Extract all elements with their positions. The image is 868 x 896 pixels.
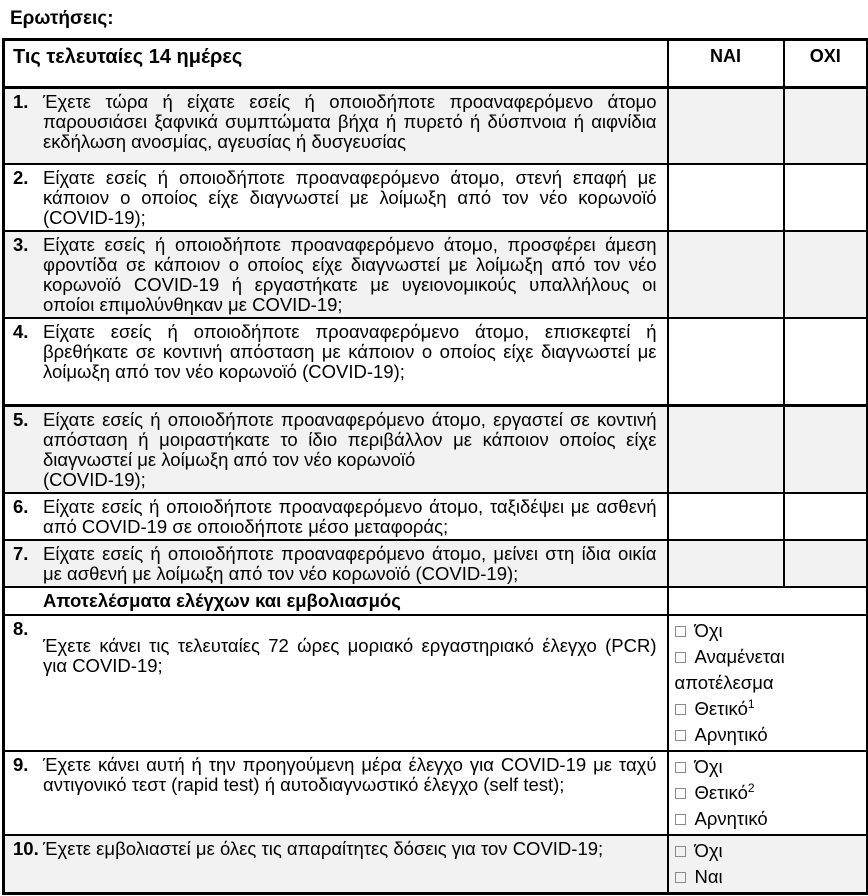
answer-cell-yes[interactable]	[668, 540, 784, 587]
options-cell	[668, 615, 868, 751]
question-row-10	[4, 835, 868, 894]
question-row-3	[4, 231, 868, 318]
question-number: 2.	[13, 166, 29, 188]
section-empty-cell	[668, 587, 868, 615]
table-header-row	[4, 40, 868, 88]
question-cell	[4, 406, 668, 494]
checkbox-icon[interactable]	[675, 846, 686, 857]
options-cell	[668, 751, 868, 835]
question-number: 5.	[13, 409, 29, 430]
question-row-1	[4, 88, 868, 164]
question-row-8	[4, 615, 868, 751]
table-header-no: ΟΧΙ	[784, 40, 868, 88]
answer-cell-no[interactable]	[784, 318, 868, 406]
question-text: Έχετε τώρα ή είχατε εσείς ή οποιοδήποτε προαναφερόμενο άτομο παρουσιάσει ξαφνικά συμπτώματα βήχα ή πυρετό ή δύσπνοια ή αιφνίδια εκδήλωση ανοσμίας, αγευσίας ή δυσγευσίας	[43, 91, 657, 152]
question-cell	[4, 751, 668, 835]
answer-cell-yes[interactable]	[668, 88, 784, 164]
question-cell	[4, 615, 668, 751]
option-label: Θετικό	[694, 782, 748, 803]
option-label: Όχι	[694, 620, 723, 641]
answer-cell-no[interactable]	[784, 406, 868, 494]
question-row-9	[4, 751, 868, 835]
question-row-5	[4, 406, 868, 494]
question-text: Είχατε εσείς ή οποιοδήποτε προαναφερόμενο άτομο, ταξιδέψει με ασθενή από COVID-19 σε οποιοδήποτε μέσο μεταφοράς;	[43, 496, 657, 537]
question-text-continued: (COVID-19);	[43, 469, 146, 490]
answer-cell-no[interactable]	[784, 540, 868, 587]
question-text: Είχατε εσείς ή οποιοδήποτε προαναφερόμενο άτομο, εργαστεί σε κοντινή απόσταση ή μοιραστήκατε το ίδιο περιβάλλον με κάποιον οποίος είχε διαγνωστεί με λοίμωξη από τον νέο κορωνοϊό	[43, 409, 657, 470]
option-label: Όχι	[694, 756, 723, 777]
question-text: Έχετε κάνει αυτή ή την προηγούμενη μέρα έλεγχο για COVID-19 με ταχύ αντιγονικό τεστ (rapid test) ή αυτοδιαγνωστικό έλεγχο (self test);	[43, 754, 657, 795]
question-cell	[4, 318, 668, 406]
question-number: 9.	[13, 754, 29, 775]
question-text: Είχατε εσείς ή οποιοδήποτε προαναφερόμενο άτομο, επισκεφτεί ή βρεθήκατε σε κοντινή απόσταση με κάποιον ο οποίος είχε διαγνωστεί με λοίμωξη από τον νέο κορωνοϊό (COVID-19);	[43, 320, 657, 382]
option-item[interactable]	[675, 780, 863, 806]
option-item[interactable]	[675, 864, 863, 890]
answer-cell-yes[interactable]	[668, 406, 784, 494]
option-label: Θετικό	[694, 698, 748, 719]
options-cell	[668, 835, 868, 894]
question-cell	[4, 835, 668, 894]
question-cell	[4, 540, 668, 587]
checkbox-icon[interactable]	[675, 730, 686, 741]
question-number: 4.	[13, 320, 29, 342]
option-label: Ναι	[694, 866, 723, 887]
answer-cell-yes[interactable]	[668, 231, 784, 318]
option-item[interactable]	[675, 806, 863, 832]
page-title: Ερωτήσεις:	[10, 8, 114, 29]
question-number: 1.	[13, 91, 29, 112]
section-header-cell	[4, 587, 668, 615]
table-header-yes: ΝΑΙ	[668, 40, 784, 88]
answer-cell-no[interactable]	[784, 231, 868, 318]
question-cell	[4, 231, 668, 318]
checkbox-icon[interactable]	[675, 762, 686, 773]
answer-cell-no[interactable]	[784, 164, 868, 231]
section-header-text: Αποτελέσματα ελέγχων και εμβολιασμός	[43, 590, 401, 611]
option-footnote-marker: 1	[747, 696, 755, 711]
question-text: Είχατε εσείς ή οποιοδήποτε προαναφερόμενο άτομο, στενή επαφή με κάποιον ο οποίος είχε διαγνωστεί με λοίμωξη από τον νέο κορωνοϊό (COVID-19);	[43, 166, 657, 228]
option-label: Αρνητικό	[694, 724, 768, 745]
option-label: Αρνητικό	[694, 808, 768, 829]
section-header-row	[4, 587, 868, 615]
question-number: 7.	[13, 543, 29, 564]
question-cell	[4, 493, 668, 540]
questionnaire-table	[2, 38, 868, 895]
checkbox-icon[interactable]	[675, 652, 686, 663]
table-header-period: Τις τελευταίες 14 ημέρες	[4, 40, 668, 88]
option-label: Όχι	[694, 840, 723, 861]
question-number: 10.	[13, 838, 39, 859]
answer-cell-no[interactable]	[784, 493, 868, 540]
option-item[interactable]	[675, 618, 863, 644]
question-text: Έχετε κάνει τις τελευταίες 72 ώρες μοριακό εργαστηριακό έλεγχο (PCR) για COVID-19;	[43, 635, 657, 676]
question-row-6	[4, 493, 868, 540]
question-cell	[4, 164, 668, 231]
question-text: Έχετε εμβολιαστεί με όλες τις απαραίτητες δόσεις για τον COVID-19;	[43, 838, 604, 859]
question-text: Είχατε εσείς ή οποιοδήποτε προαναφερόμενο άτομο, προσφέρει άμεση φροντίδα σε κάποιον ο οποίος είχε διαγνωστεί με λοίμωξη από τον νέο κορωνοϊό COVID-19 ή εργαστήκατε με υγειονομικούς υπαλλήλους οι οποίοι επιμολύνθηκαν με COVID-19;	[43, 233, 657, 315]
checkbox-icon[interactable]	[675, 704, 686, 715]
answer-cell-yes[interactable]	[668, 318, 784, 406]
answer-cell-yes[interactable]	[668, 493, 784, 540]
option-item[interactable]	[675, 722, 863, 748]
question-number: 6.	[13, 496, 29, 517]
question-row-7	[4, 540, 868, 587]
question-row-4	[4, 318, 868, 406]
answer-cell-no[interactable]	[784, 88, 868, 164]
option-item[interactable]	[675, 644, 863, 696]
question-number: 3.	[13, 233, 29, 255]
question-text: Είχατε εσείς ή οποιοδήποτε προαναφερόμενο άτομο, μείνει στη ίδια οικία με ασθενή με λοίμωξη από τον νέο κορωνοϊό (COVID-19);	[43, 543, 657, 584]
option-footnote-marker: 2	[747, 780, 755, 795]
answer-cell-yes[interactable]	[668, 164, 784, 231]
checkbox-icon[interactable]	[675, 626, 686, 637]
option-label: Αναμένεται αποτέλεσμα	[674, 646, 785, 693]
option-item[interactable]	[675, 754, 863, 780]
question-number: 8.	[13, 618, 29, 639]
question-row-2	[4, 164, 868, 231]
checkbox-icon[interactable]	[675, 814, 686, 825]
option-item[interactable]	[675, 696, 863, 722]
checkbox-icon[interactable]	[675, 788, 686, 799]
checkbox-icon[interactable]	[675, 872, 686, 883]
question-cell	[4, 88, 668, 164]
option-item[interactable]	[675, 838, 863, 864]
